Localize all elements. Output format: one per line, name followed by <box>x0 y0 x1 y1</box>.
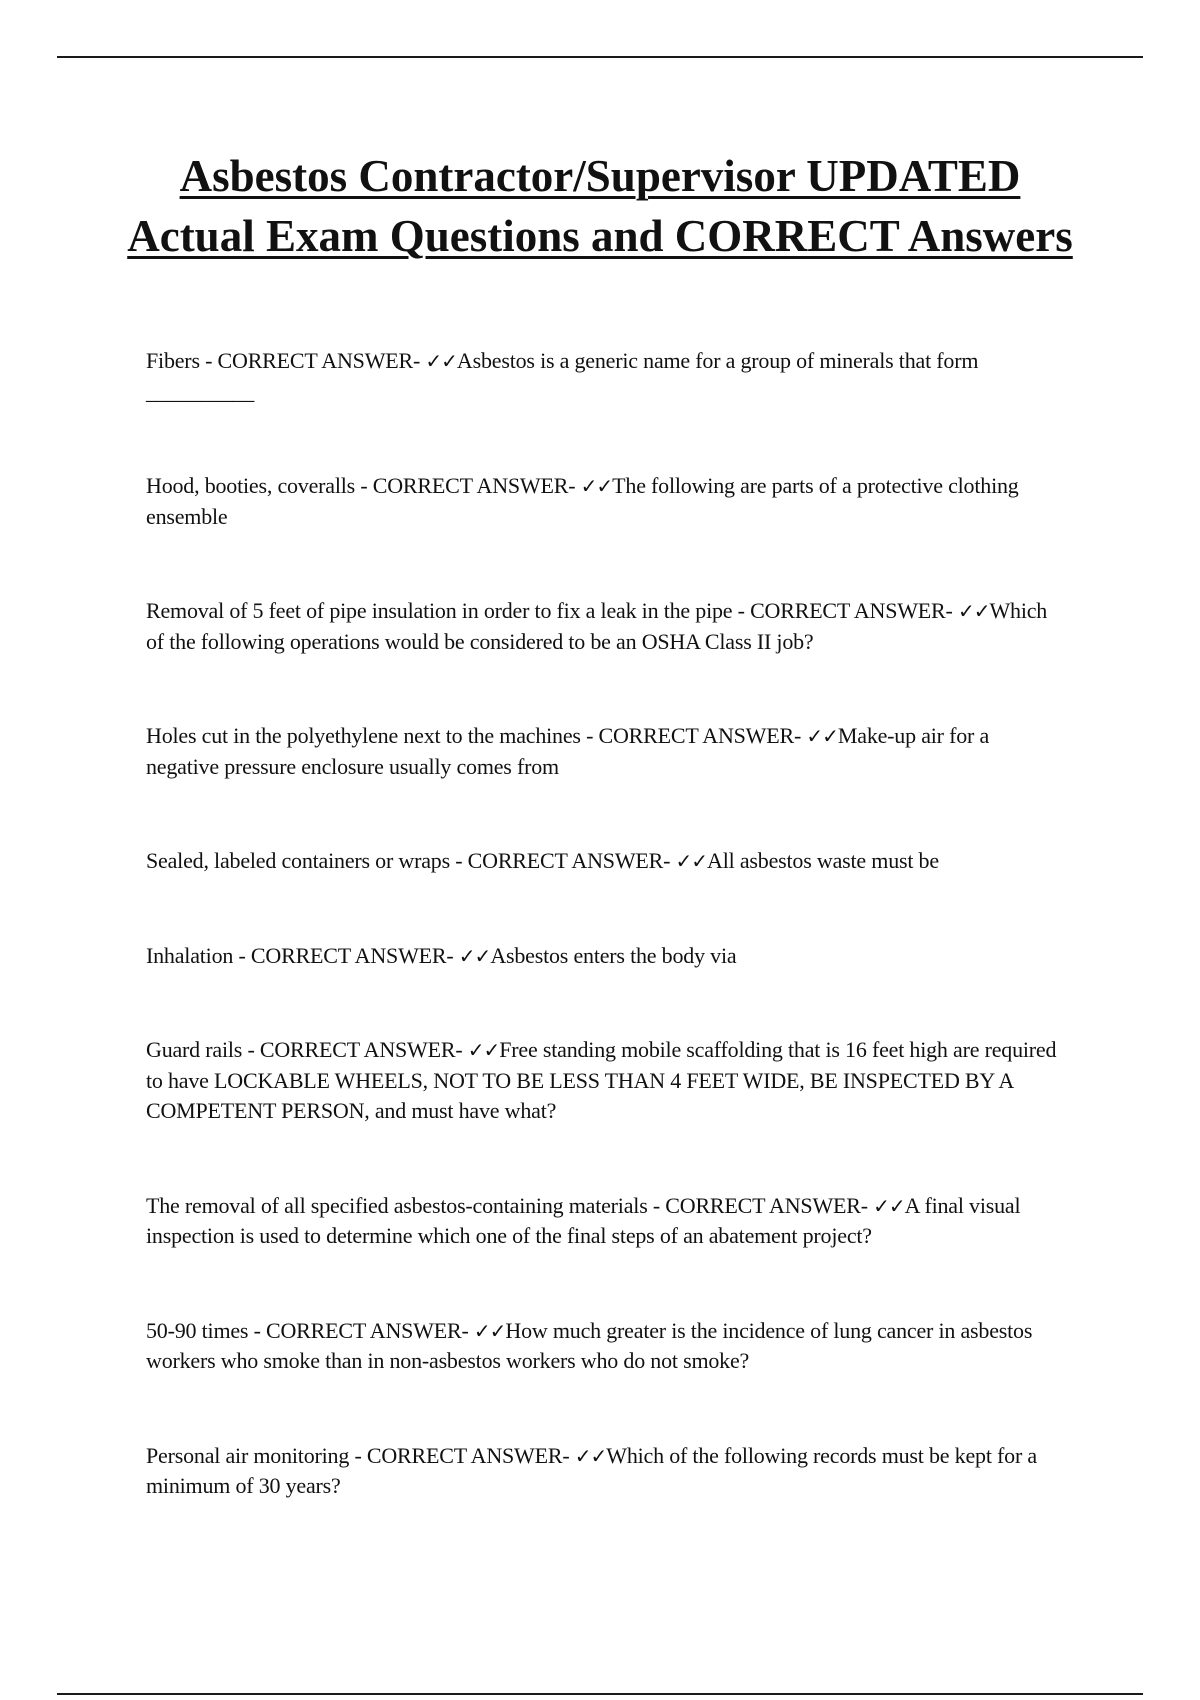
question-text: Asbestos enters the body via <box>490 942 737 968</box>
answer-text: Sealed, labeled containers or wraps <box>146 848 450 873</box>
top-rule <box>57 56 1143 58</box>
check-mark-icon: ✓✓ <box>873 1193 905 1218</box>
answer-text: Guard rails <box>146 1037 243 1062</box>
check-mark-icon: ✓✓ <box>473 1318 506 1343</box>
question-text: Free standing mobile scaffolding that is 16 feet high are required to have LOCKABLE WHEELS, NOT TO BE LESS THAN 4 FEET WIDE, BE INSPECTED BY A COMPETENT PERSON, and must have what? <box>146 1037 1057 1123</box>
qa-item <box>146 346 1066 407</box>
check-mark-icon: ✓✓ <box>957 599 990 623</box>
answer-text: Hood, booties, coveralls <box>146 473 356 498</box>
question-text: Make-up air for a negative pressure enclosure usually comes from <box>146 723 990 779</box>
answer-text: Holes cut in the polyethylene next to the machines <box>146 723 581 748</box>
correct-answer-separator: - CORRECT ANSWER- <box>349 1442 575 1468</box>
check-mark-icon: ✓✓ <box>467 1038 500 1062</box>
check-mark-icon: ✓✓ <box>580 474 613 498</box>
qa-item <box>146 721 1066 782</box>
answer-text: Inhalation <box>146 942 234 968</box>
answer-text: Fibers <box>146 348 200 373</box>
correct-answer-separator: - CORRECT ANSWER- <box>242 1037 468 1062</box>
answer-text: 50-90 times <box>146 1317 249 1343</box>
answer-text: Personal air monitoring <box>146 1442 350 1468</box>
question-text: The following are parts of a protective clothing ensemble <box>146 473 1019 529</box>
correct-answer-separator: - CORRECT ANSWER- <box>732 598 958 623</box>
document-title: Asbestos Contractor/Supervisor UPDATED Actual Exam Questions and CORRECT Answers <box>127 151 1073 261</box>
correct-answer-separator: - CORRECT ANSWER- <box>355 473 581 498</box>
qa-item <box>146 941 1066 972</box>
correct-answer-separator: - CORRECT ANSWER- <box>248 1317 474 1343</box>
question-text: A final visual inspection is used to determine which one of the final steps of an abatement project? <box>146 1192 1021 1248</box>
question-text: Which of the following records must be kept for a minimum of 30 years? <box>146 1442 1037 1498</box>
correct-answer-separator: - CORRECT ANSWER- <box>647 1192 874 1218</box>
answer-text: The removal of all specified asbestos-containing materials <box>146 1192 648 1218</box>
qa-item <box>146 1316 1066 1377</box>
check-mark-icon: ✓✓ <box>458 943 491 968</box>
check-mark-icon: ✓✓ <box>574 1443 607 1468</box>
qa-item <box>146 596 1066 657</box>
qa-item <box>146 1035 1066 1127</box>
question-text: All asbestos waste must be <box>707 848 939 873</box>
correct-answer-separator: - CORRECT ANSWER- <box>449 848 676 873</box>
correct-answer-separator: - CORRECT ANSWER- <box>233 942 459 968</box>
correct-answer-separator: - CORRECT ANSWER- <box>199 348 426 373</box>
qa-item <box>146 1441 1066 1502</box>
answer-text: Removal of 5 feet of pipe insulation in order to fix a leak in the pipe <box>146 598 733 623</box>
qa-item <box>146 471 1066 532</box>
check-mark-icon: ✓✓ <box>675 849 708 873</box>
qa-list <box>146 346 1066 1566</box>
check-mark-icon: ✓✓ <box>425 349 457 373</box>
correct-answer-separator: - CORRECT ANSWER- <box>580 723 807 748</box>
bottom-rule <box>57 1693 1143 1695</box>
check-mark-icon: ✓✓ <box>806 724 838 748</box>
question-text: How much greater is the incidence of lung cancer in asbestos workers who smoke than in non-asbestos workers who do not smoke? <box>146 1317 1033 1373</box>
qa-item <box>146 1191 1066 1252</box>
question-text: Asbestos is a generic name for a group of minerals that form __________ <box>146 348 979 404</box>
qa-item <box>146 846 1066 877</box>
question-text: Which of the following operations would be considered to be an OSHA Class II job? <box>146 598 1048 654</box>
